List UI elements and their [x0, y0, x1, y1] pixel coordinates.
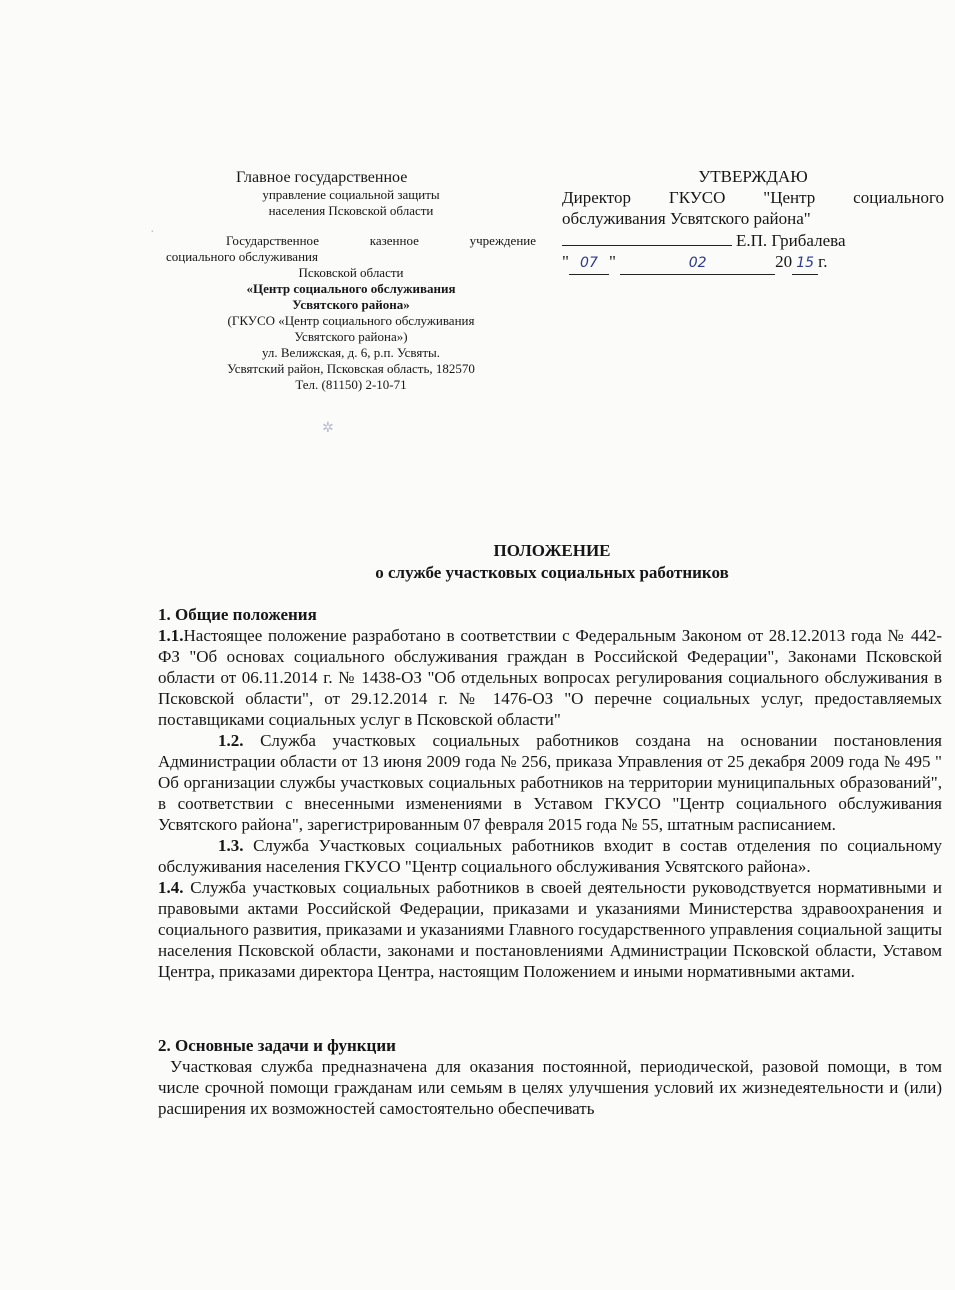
- institution-short-name-line1: (ГКУСО «Центр социального обслуживания: [227, 313, 475, 328]
- title-line1: ПОЛОЖЕНИЕ: [493, 541, 611, 560]
- paragraph-text: Настоящее положение разработано в соответствии с Федеральным Законом от 28.12.2013 года № 442-ФЗ "Об основах социального обслуживания граждан в Российской Федерации", Законами Псковской области от 06.11.2014 г. № 1438-ОЗ "Об отдельных вопросах регулирования социального обслуживания в Псковской области", от 29.12.2014 г. № 1476-ОЗ "О перечне социальных услуг, предоставляемых поставщиками социальных услуг в Псковской области": [158, 626, 942, 729]
- approval-heading: УТВЕРЖДАЮ: [698, 167, 808, 186]
- paragraph-number: 1.3.: [218, 836, 244, 855]
- date-suffix: г.: [818, 252, 828, 271]
- section1-heading: 1. Общие положения: [158, 605, 317, 624]
- institution-short-name-line2: Усвятского района»): [294, 329, 408, 344]
- address-line1: ул. Велижская, д. 6, р.п. Усвяты.: [261, 345, 441, 360]
- signature-blank: [562, 229, 732, 246]
- institution-name-line2: Усвятского района»: [292, 297, 410, 312]
- ink-mark: ·: [150, 225, 155, 240]
- approval-date: [562, 251, 944, 275]
- institution-region: Псковской области: [298, 265, 404, 280]
- title-line2: о службе участковых социальных работников: [375, 563, 729, 582]
- paragraph-text: Служба Участковых социальных работников входит в состав отделения по социальному обслуживания населения ГКУСО "Центр социального обслуживания Усвятского района».: [158, 836, 942, 876]
- date-year-suffix: 15: [792, 253, 818, 275]
- signer-name: Е.П. Грибалева: [736, 231, 846, 250]
- phone-line: Тел. (81150) 2-10-71: [295, 377, 407, 392]
- address-line2: Усвятский район, Псковская область, 182570: [227, 361, 475, 376]
- section2-heading: 2. Основные задачи и функции: [158, 1036, 396, 1055]
- paragraph-text: Служба участковых социальных работников создана на основании постановления Администрации области от 13 июня 2009 года № 256, приказа Управления от 25 декабря 2009 года № 495 " Об организации службы участковых социальных работников на территории муниципальных образований", в соответствии с внесенными изменениями в Уставом ГКУСО "Центр социального обслуживания Усвятского района", зарегистрированным 07 февраля 2015 года № 55, штатным расписанием.: [158, 731, 942, 834]
- approval-block: [562, 166, 944, 275]
- organization-header: [166, 168, 536, 393]
- paragraph-number: 1.1.: [158, 626, 184, 645]
- institution-type-line2: социального обслуживания: [166, 249, 318, 264]
- director-title-line1: Директор ГКУСО "Центр социального: [562, 188, 944, 207]
- paragraph-number: 1.2.: [218, 731, 244, 750]
- date-month: 02: [620, 253, 775, 275]
- document-title: [160, 540, 944, 584]
- institution-type-line: Государственное казенное учреждение: [226, 233, 536, 248]
- paragraph-text: Служба участковых социальных работников в своей деятельности руководствуется нормативными и правовыми актами Российской Федерации, приказами и указаниями Министерства здравоохранения и социального развития, приказами и указаниями Главного государственного управления социальной защиты населения Псковской области, законами и постановлениями Администрации Псковской области, Уставом Центра, приказами директора Центра, настоящим Положением и иными нормативными актами.: [158, 878, 942, 981]
- paragraph-1-3: [158, 835, 942, 877]
- ink-mark: ✲: [322, 421, 334, 436]
- date-quote-close: ": [608, 252, 616, 271]
- date-quote-open: ": [562, 252, 569, 271]
- date-year-prefix: 20: [775, 252, 793, 271]
- paragraph-1-2: [158, 730, 942, 835]
- paragraph-1-1: [158, 625, 942, 730]
- authority-name-line2: управление социальной защиты: [262, 187, 440, 202]
- date-day: 07: [569, 253, 609, 275]
- paragraph-1-4: [158, 877, 942, 982]
- document-body: [158, 604, 942, 1119]
- institution-name-line1: «Центр социального обслуживания: [246, 281, 456, 296]
- paragraph-number: 1.4.: [158, 878, 184, 897]
- authority-name-line3: населения Псковской области: [268, 203, 434, 218]
- authority-name-line1: Главное государственное: [236, 169, 408, 186]
- director-title-line2: обслуживания Усвятского района": [562, 209, 811, 228]
- signature-line: [562, 229, 944, 251]
- paragraph-2-1: Участковая служба предназначена для оказания постоянной, периодической, разовой помощи, в том числе срочной помощи гражданам или семьям в целях улучшения условий их жизнедеятельности и (или) расширения их возможностей самостоятельно обеспечивать: [158, 1057, 942, 1118]
